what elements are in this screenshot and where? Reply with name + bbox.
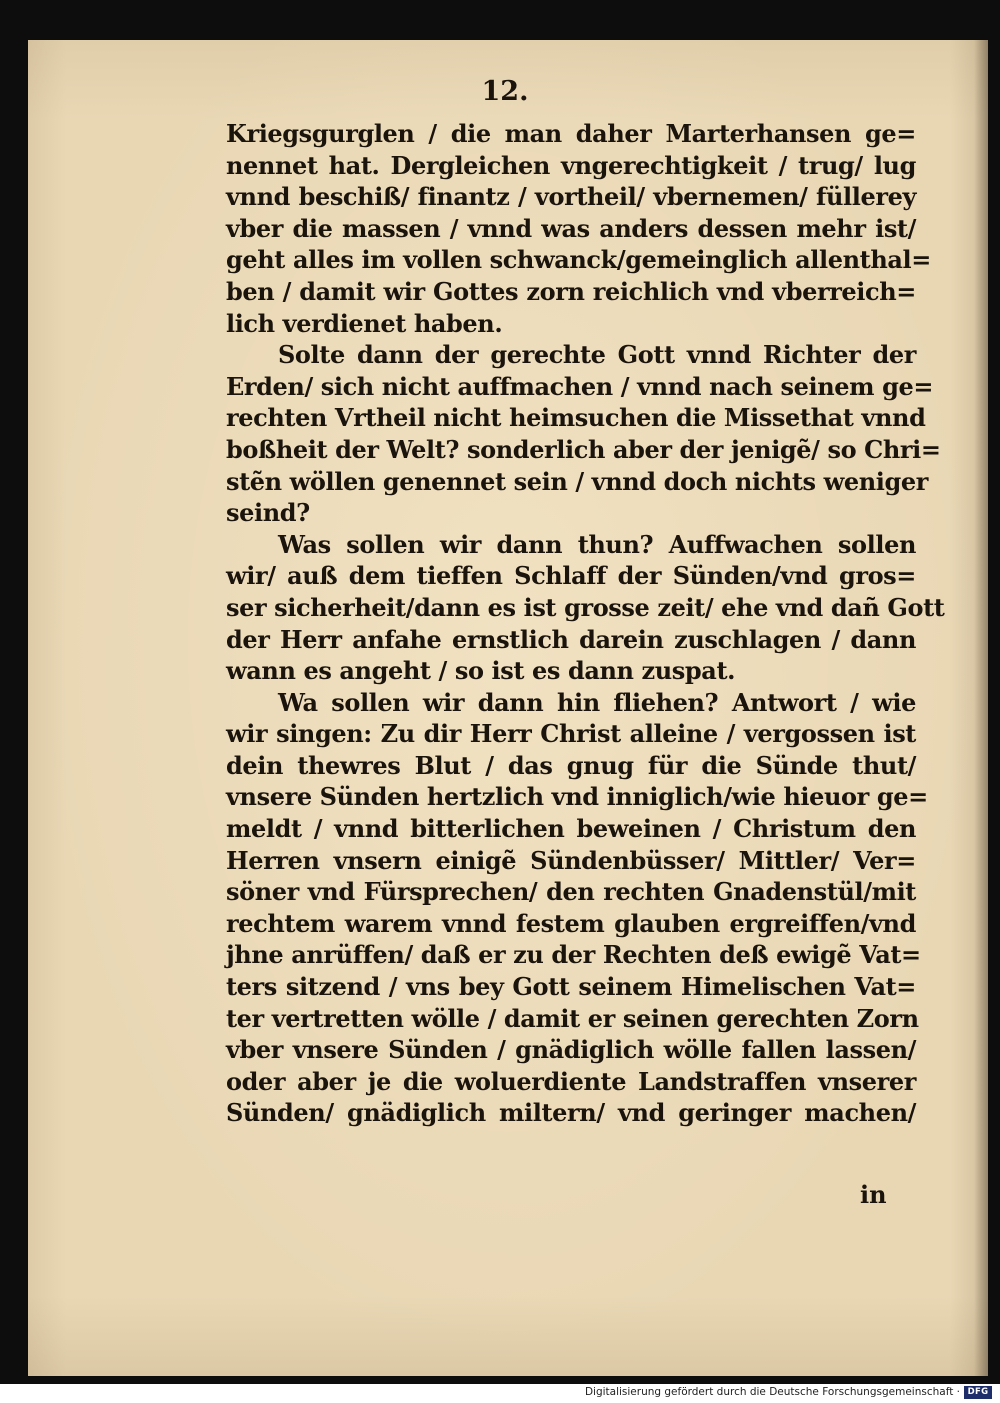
- text-line: ben / damit wir Gottes zorn reichlich vnd vberreich=: [226, 276, 916, 306]
- text-line: wir/ auß dem tieffen Schlaff der Sünden/vnd gros=: [226, 561, 916, 591]
- text-line: meldt / vnnd bitterlichen beweinen / Christum den: [226, 814, 916, 844]
- text-line: lich verdienet haben.: [226, 308, 503, 338]
- text-line: vber vnsere Sünden / gnädiglich wölle fallen lassen/: [226, 1035, 916, 1065]
- text-line: Wa sollen wir dann hin fliehen? Antwort / wie: [278, 687, 916, 717]
- text-line: vnnd beschiß/ finantz / vortheil/ vbernemen/ füllerey: [226, 182, 916, 212]
- text-line: rechtem warem vnnd festem glauben ergreiffen/vnd: [226, 908, 916, 938]
- text-line: ser sicherheit/dann es ist grosse zeit/ ehe vnd dañ Gott: [226, 592, 945, 622]
- catchword: in: [860, 1180, 887, 1209]
- text-line: nennet hat. Dergleichen vngerechtigkeit / trug/ lug: [226, 150, 916, 180]
- text-line: ters sitzend / vns bey Gott seinem Himelischen Vat=: [226, 972, 916, 1002]
- text-line: Herren vnsern einigẽ Sündenbüsser/ Mittler/ Ver=: [226, 845, 916, 875]
- text-line: Was sollen wir dann thun? Auffwachen sollen: [278, 529, 916, 559]
- text-line: vnsere Sünden hertzlich vnd inniglich/wie hieuor ge=: [226, 782, 928, 812]
- text-line: Kriegsgurglen / die man daher Marterhansen ge=: [226, 119, 916, 148]
- text-line: wir singen: Zu dir Herr Christ alleine / vergossen ist: [226, 719, 916, 749]
- text-line: der Herr anfahe ernstlich darein zuschlagen / dann: [226, 624, 916, 654]
- text-line: seind?: [226, 498, 310, 528]
- text-line: Sünden/ gnädiglich miltern/ vnd geringer machen/: [226, 1098, 916, 1128]
- text-line: söner vnd Fürsprechen/ den rechten Gnadenstül/mit: [226, 877, 916, 907]
- text-line: dein thewres Blut / das gnug für die Sünde thut/: [226, 750, 916, 780]
- text-line: ter vertretten wölle / damit er seinen gerechten Zorn: [226, 1003, 919, 1033]
- text-line: Solte dann der gerechte Gott vnnd Richter der: [278, 340, 916, 370]
- text-line: wann es angeht / so ist es dann zuspat.: [226, 656, 736, 686]
- text-line: jhne anrüffen/ daß er zu der Rechten deß ewigẽ Vat=: [226, 940, 921, 970]
- text-line: geht alles im vollen schwanck/gemeinglich allenthal=: [226, 245, 931, 275]
- page-edge-shadow: [974, 40, 988, 1376]
- text-line: vber die massen / vnnd was anders dessen mehr ist/: [226, 213, 916, 243]
- text-line: oder aber je die woluerdiente Landstraffen vnserer: [226, 1066, 916, 1096]
- dfg-logo: DFG: [964, 1386, 992, 1399]
- page-number: 12.: [481, 76, 529, 107]
- text-line: boßheit der Welt? sonderlich aber der jenigẽ/ so Chri=: [226, 434, 941, 464]
- text-line: Erden/ sich nicht auffmachen / vnnd nach seinem ge=: [226, 371, 934, 401]
- page-text: [226, 118, 945, 1129]
- footer-credit: Digitalisierung gefördert durch die Deutsche Forschungsgemeinschaft ·: [584, 1386, 960, 1398]
- text-line: stẽn wöllen genennet sein / vnnd doch nichts weniger: [226, 466, 929, 496]
- text-line: rechten Vrtheil nicht heimsuchen die Missethat vnnd: [226, 403, 926, 433]
